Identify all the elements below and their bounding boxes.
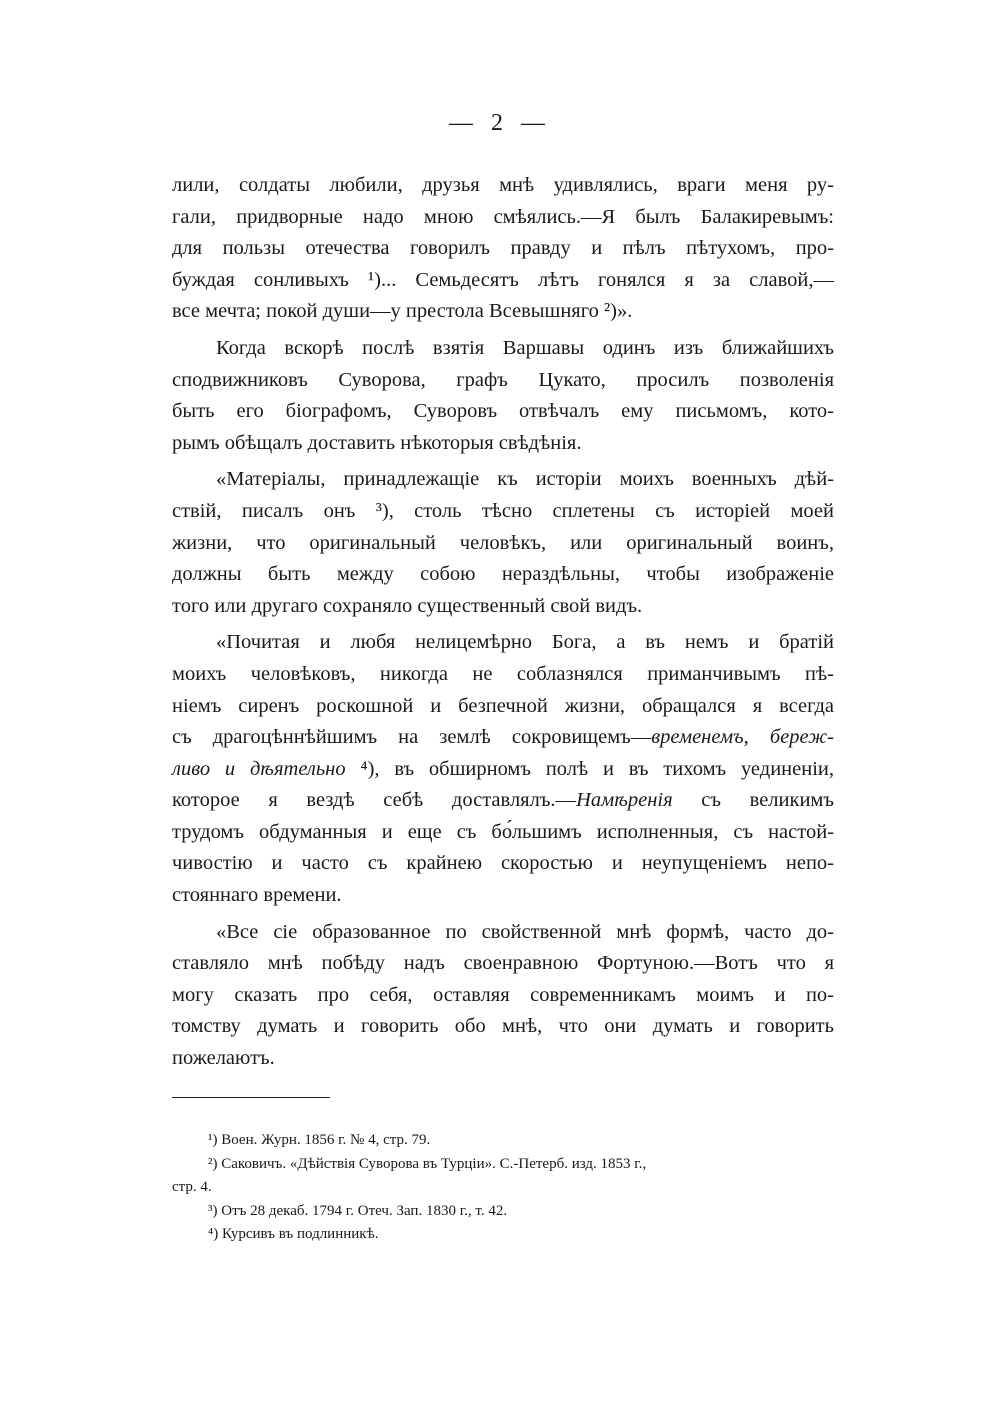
footnote: ¹) Воен. Журн. 1856 г. № 4, стр. 79. xyxy=(208,1132,431,1148)
text-segment: томству думать и говорить обо мнѣ, что они думать и говорить xyxy=(172,1015,834,1038)
text-line xyxy=(172,659,834,691)
text-segment: быть его біографомъ, Суворовъ отвѣчалъ ему письмомъ, кото- xyxy=(172,400,834,423)
text-line xyxy=(172,428,834,460)
text-line xyxy=(172,785,834,817)
text-line xyxy=(172,202,834,234)
text-segment: все мечта; покой души—у престола Всевышняго ²)». xyxy=(172,300,633,323)
text-segment: для пользы отечества говорилъ правду и пѣлъ пѣтухомъ, про- xyxy=(172,237,834,260)
text-segment: которое я вездѣ себѣ доставлялъ.— xyxy=(172,789,577,812)
text-line xyxy=(172,333,834,365)
text-line xyxy=(172,880,834,912)
italic-text: временемъ xyxy=(651,726,744,749)
text-segment: стояннаго времени. xyxy=(172,884,342,907)
text-line xyxy=(172,754,834,786)
text-segment: , xyxy=(743,726,770,749)
italic-text: ливо и дѣятельно xyxy=(172,757,346,780)
text-segment: ствій, писалъ онъ ³), столь тѣсно сплетены съ исторіей моей xyxy=(172,499,834,522)
text-line xyxy=(172,591,834,623)
footnote: ²) Саковичъ. «Дѣйствія Суворова въ Турціи». С.-Петерб. изд. 1853 г., xyxy=(208,1155,647,1172)
paragraph xyxy=(172,627,834,911)
footnotes xyxy=(172,1129,834,1247)
text-segment: моихъ человѣковъ, никогда не соблазнялся приманчивымъ пѣ- xyxy=(172,662,834,685)
text-line xyxy=(172,528,834,560)
footnote: ³) Отъ 28 декаб. 1794 г. Отеч. Зап. 1830 г., т. 42. xyxy=(208,1202,508,1219)
footnote: стр. 4. xyxy=(172,1179,212,1195)
page-number: — 2 — xyxy=(449,110,551,136)
italic-text: береж- xyxy=(769,726,834,749)
paragraph xyxy=(172,170,834,328)
text-segment: Когда вскорѣ послѣ взятія Варшавы одинъ изъ ближайшихъ xyxy=(216,336,834,359)
paragraph xyxy=(172,917,834,1075)
text-segment: трудомъ обдуманныя и еще съ бо́льшимъ исполненныя, съ настой- xyxy=(172,820,834,843)
paragraph xyxy=(172,464,834,622)
body-text xyxy=(172,170,834,1075)
text-segment: «Почитая и любя нелицемѣрно Бога, а въ немъ и братій xyxy=(216,631,834,654)
text-segment: ставляло мнѣ побѣду надъ своенравною Фортуною.—Вотъ что я xyxy=(172,952,834,975)
footnote-divider xyxy=(172,1097,330,1098)
paragraph xyxy=(172,333,834,459)
text-segment: буждая сонливыхъ ¹)... Семьдесятъ лѣтъ гонялся я за славой,— xyxy=(172,268,834,291)
text-line xyxy=(172,464,834,496)
text-line xyxy=(172,365,834,397)
text-line xyxy=(172,848,834,880)
text-segment: съ великимъ xyxy=(672,789,834,812)
text-line xyxy=(172,233,834,265)
text-line xyxy=(172,1043,834,1075)
text-segment: съ драгоцѣннѣйшимъ на землѣ сокровищемъ— xyxy=(172,726,652,749)
text-line xyxy=(172,627,834,659)
text-segment: лили, солдаты любили, друзья мнѣ удивлялись, враги меня ру- xyxy=(172,174,834,196)
text-segment: ⁴), въ обширномъ полѣ и въ тихомъ уединеніи, xyxy=(345,757,834,780)
footnote: ⁴) Курсивъ въ подлинникѣ. xyxy=(208,1226,379,1242)
text-segment: сподвижниковъ Суворова, графъ Цукато, просилъ позволенія xyxy=(172,368,834,391)
text-line xyxy=(172,722,834,754)
text-segment: «Все сіе образованное по свойственной мнѣ формѣ, часто до- xyxy=(216,920,834,943)
text-line xyxy=(172,496,834,528)
italic-text: Намѣренія xyxy=(576,789,673,812)
text-line xyxy=(172,170,834,202)
text-line xyxy=(172,980,834,1012)
text-line xyxy=(172,691,834,723)
text-line xyxy=(172,559,834,591)
text-line xyxy=(172,396,834,428)
text-segment: жизни, что оригинальный человѣкъ, или оригинальный воинъ, xyxy=(172,531,834,554)
text-segment: могу сказать про себя, оставляя современникамъ моимъ и по- xyxy=(172,983,834,1006)
text-segment: «Матеріалы, принадлежащіе къ исторіи моихъ военныхъ дѣй- xyxy=(216,468,834,491)
text-segment: должны быть между собою нераздѣльны, чтобы изображеніе xyxy=(172,563,834,586)
text-line xyxy=(172,917,834,949)
text-segment: рымъ обѣщалъ доставить нѣкоторыя свѣдѣнія. xyxy=(172,431,582,454)
text-line xyxy=(172,265,834,297)
text-line xyxy=(172,948,834,980)
text-segment: пожелаютъ. xyxy=(172,1047,275,1070)
text-segment: чивостію и часто съ крайнею скоростью и неупущеніемъ непо- xyxy=(172,852,834,875)
text-segment: гали, придворные надо мною смѣялись.—Я былъ Балакиревымъ: xyxy=(172,205,834,228)
text-segment: ніемъ сиренъ роскошной и безпечной жизни, обращался я всегда xyxy=(172,694,834,717)
text-line xyxy=(172,1011,834,1043)
text-line xyxy=(172,817,834,849)
text-line xyxy=(172,296,834,328)
text-segment: того или другаго сохраняло существенный свой видъ. xyxy=(172,594,643,617)
